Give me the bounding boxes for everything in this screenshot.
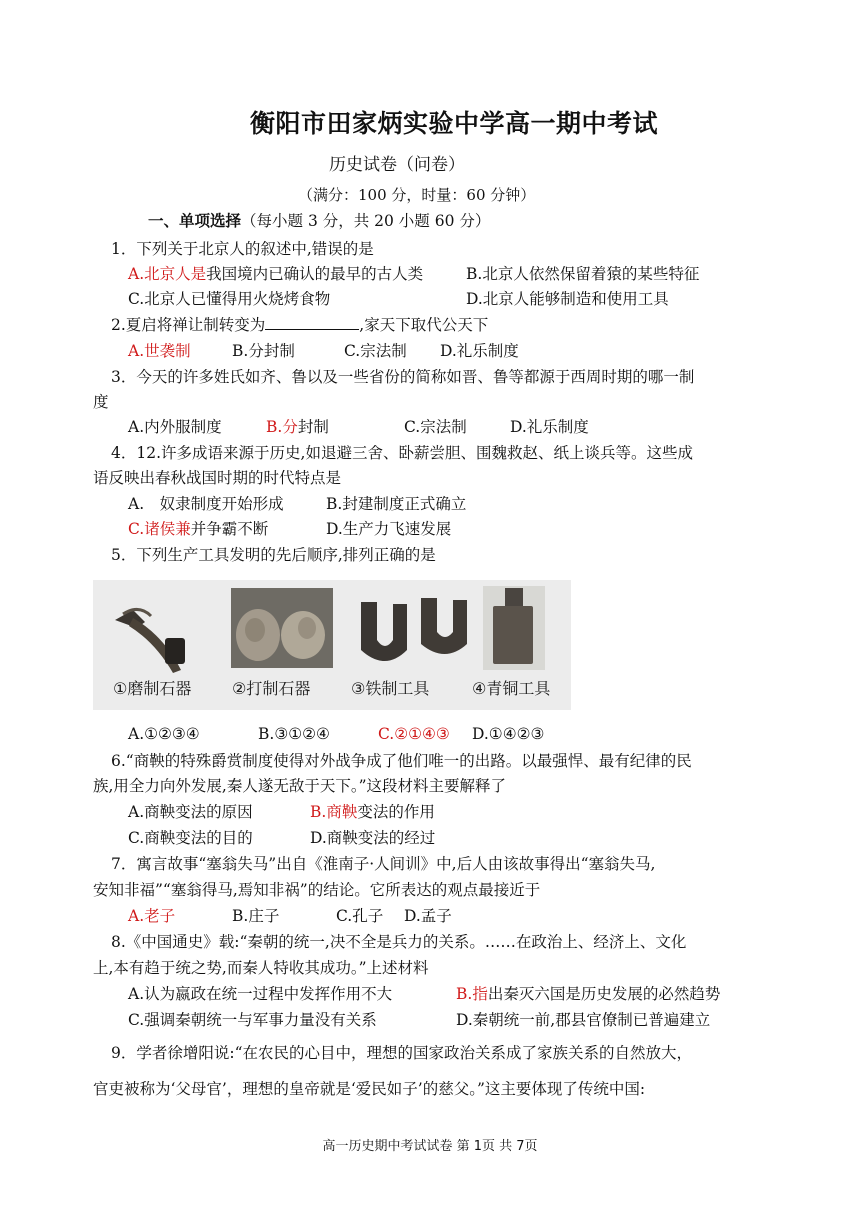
q7-option-c: C.孔子 bbox=[336, 907, 384, 925]
q2-stem-b: ,家天下取代公天下 bbox=[359, 316, 489, 334]
q8-option-b bbox=[456, 983, 720, 1005]
q5-option-c: C.②①④③ bbox=[378, 725, 450, 743]
exam-title: 衡阳市田家炳实验中学高一期中考试 bbox=[250, 109, 659, 138]
q2-option-d: D.礼乐制度 bbox=[440, 342, 519, 360]
q4-option-b: B.封建制度正式确立 bbox=[326, 495, 467, 513]
bronze-tool-image bbox=[483, 586, 545, 670]
q6-option-d: D.商鞅变法的经过 bbox=[310, 829, 436, 847]
q7-option-a: A.老子 bbox=[128, 907, 176, 925]
q8-option-b-marked: B.指 bbox=[456, 985, 488, 1003]
q4-option-c-rest: 并争霸不断 bbox=[190, 520, 269, 538]
tool-caption-4: ④青铜工具 bbox=[472, 679, 551, 698]
q2-stem-a: 2.夏启将禅让制转变为 bbox=[111, 316, 266, 334]
q4-stem-line1: 4．12.许多成语来源于历史,如退避三舍、卧薪尝胆、围魏救赵、纸上谈兵等。这些成 bbox=[111, 444, 693, 462]
page-footer: 高一历史期中考试试卷 第 1页 共 7页 bbox=[322, 1139, 538, 1154]
q1-option-a-rest: 我国境内已确认的最早的古人类 bbox=[206, 265, 424, 283]
q7-option-d: D.孟子 bbox=[404, 907, 452, 925]
q5-option-a: A.①②③④ bbox=[128, 725, 200, 743]
iron-tool-image bbox=[361, 598, 467, 661]
polished-stone-tool-image bbox=[115, 609, 185, 673]
q1-options-row1 bbox=[128, 263, 423, 285]
q6-option-a: A.商鞅变法的原因 bbox=[128, 803, 253, 821]
q7-stem-line1: 7．寓言故事“塞翁失马”出自《淮南子·人间训》中,后人由该故事得出“塞翁失马, bbox=[111, 855, 656, 873]
q5-option-d: D.①④②③ bbox=[472, 725, 545, 743]
q3-option-d: D.礼乐制度 bbox=[510, 418, 589, 436]
q2-stem bbox=[111, 314, 488, 336]
q1-option-a-marked: A.北京人是 bbox=[128, 265, 207, 283]
q8-option-c: C.强调秦朝统一与军事力量没有关系 bbox=[128, 1011, 377, 1029]
q3-stem-line2: 度 bbox=[93, 393, 109, 411]
q3-option-b-marked: B.分 bbox=[266, 418, 298, 436]
q1-stem: 1．下列关于北京人的叙述中,错误的是 bbox=[111, 240, 374, 258]
q4-option-a: A. 奴隶制度开始形成 bbox=[128, 495, 284, 513]
q2-option-c: C.宗法制 bbox=[344, 342, 407, 360]
q4-option-c bbox=[128, 518, 268, 540]
q2-blank bbox=[265, 315, 359, 330]
q1-option-b: B.北京人依然保留着猿的某些特征 bbox=[466, 265, 700, 283]
q3-option-c: C.宗法制 bbox=[404, 418, 467, 436]
q6-option-b bbox=[310, 801, 435, 823]
q2-option-b: B.分封制 bbox=[232, 342, 295, 360]
tool-caption-1: ①磨制石器 bbox=[113, 679, 192, 698]
exam-meta: （满分：100 分，时量：60 分钟） bbox=[298, 186, 536, 204]
q8-stem-line1: 8.《中国通史》载:“秦朝的统一,决不全是兵力的关系。……在政治上、经济上、文化 bbox=[111, 933, 687, 951]
tool-caption-3: ③铁制工具 bbox=[351, 679, 430, 698]
section-heading bbox=[148, 210, 490, 232]
q8-option-b-rest: 出秦灭六国是历史发展的必然趋势 bbox=[487, 985, 721, 1003]
q9-stem-line2: 官吏被称为‘父母官’，理想的皇帝就是‘爱民如子’的慈父。”这主要体现了传统中国: bbox=[93, 1080, 646, 1098]
q8-option-a: A.认为嬴政在统一过程中发挥作用不大 bbox=[128, 985, 393, 1003]
section-note: （每小题 3 分，共 20 小题 60 分） bbox=[241, 212, 491, 230]
section-label: 一、单项选择 bbox=[148, 211, 242, 230]
q3-option-b bbox=[266, 416, 329, 438]
q3-stem-line1: 3．今天的许多姓氏如齐、鲁以及一些省份的简称如晋、鲁等都源于西周时期的哪一制 bbox=[111, 368, 695, 386]
exam-subtitle: 历史试卷（问卷） bbox=[329, 155, 465, 175]
q6-option-c: C.商鞅变法的目的 bbox=[128, 829, 253, 847]
q7-option-b: B.庄子 bbox=[232, 907, 280, 925]
q3-option-a: A.内外服制度 bbox=[128, 418, 222, 436]
q3-option-b-rest: 封制 bbox=[297, 418, 329, 436]
q5-option-b: B.③①②④ bbox=[258, 725, 330, 743]
q9-stem-line1: 9．学者徐增阳说:“在农民的心目中，理想的国家政治关系成了家族关系的自然放大， bbox=[111, 1044, 693, 1062]
tools-photo bbox=[93, 580, 571, 710]
q6-stem-line2: 族,用全力向外发展,秦人遂无敌于天下。”这段材料主要解释了 bbox=[93, 777, 507, 795]
q8-option-d: D.秦朝统一前,郡县官僚制已普遍建立 bbox=[456, 1011, 711, 1029]
q1-option-c: C.北京人已懂得用火烧烤食物 bbox=[128, 290, 331, 308]
chipped-stone-tool-image bbox=[231, 588, 333, 668]
q6-stem-line1: 6.“商鞅的特殊爵赏制度使得对外战争成了他们唯一的出路。以最强悍、最有纪律的民 bbox=[111, 752, 692, 770]
tool-caption-2: ②打制石器 bbox=[232, 679, 311, 698]
q6-option-b-rest: 变法的作用 bbox=[357, 803, 435, 821]
q7-stem-line2: 安知非福”“塞翁得马,焉知非祸”的结论。它所表达的观点最接近于 bbox=[93, 881, 541, 899]
q8-stem-line2: 上,本有趋于统之势,而秦人特收其成功。”上述材料 bbox=[93, 959, 429, 977]
q6-option-b-marked: B.商鞅 bbox=[310, 803, 358, 821]
q4-option-d: D.生产力飞速发展 bbox=[326, 520, 452, 538]
q1-option-d: D.北京人能够制造和使用工具 bbox=[466, 290, 669, 308]
q4-stem-line2: 语反映出春秋战国时期的时代特点是 bbox=[93, 469, 342, 487]
q2-option-a: A.世袭制 bbox=[128, 342, 191, 360]
q5-stem: 5．下列生产工具发明的先后顺序,排列正确的是 bbox=[111, 546, 436, 564]
q4-option-c-marked: C.诸侯兼 bbox=[128, 520, 191, 538]
